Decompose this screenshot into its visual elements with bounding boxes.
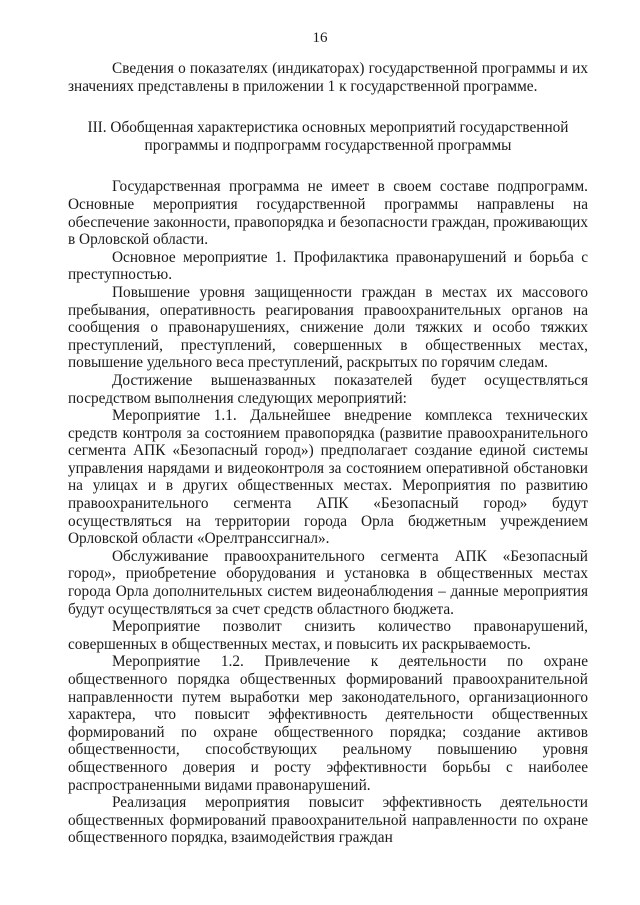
- paragraph: Достижение вышеназванных показателей будет осуществляться посредством выполнения следующих мероприятий:: [68, 371, 588, 407]
- section-heading: III. Обобщенная характеристика основных мероприятий государственной программы и подпрограмм государственной программы: [87, 119, 569, 154]
- paragraph: Повышение уровня защищенности граждан в местах их массового пребывания, оперативность реагирования правоохранительных органов на сообщения о правонарушениях, снижение доли тяжких и особо тяжких преступлений, преступлений, совершенных в общественных местах, повышение удельного веса преступлений, раскрытых по горячим следам.: [68, 283, 588, 372]
- paragraph: Мероприятие 1.2. Привлечение к деятельности по охране общественного порядка общественных формирований правоохранительной направленности путем выработки мер законодательного, организационного характера, что повысит эффективность деятельности общественных формирований по охране общественного порядка; создание активов общественности, способствующих реальному повышению уровня общественного доверия и росту эффективности борьбы с наиболее распространенными видами правонарушений.: [68, 653, 588, 794]
- paragraph: Мероприятие 1.1. Дальнейшее внедрение комплекса технических средств контроля за состоянием правопорядка (развитие правоохранительного сегмента АПК «Безопасный город») предполагает создание единой системы управления нарядами и видеоконтроля за состоянием оперативной обстановки на улицах и в других общественных местах. Мероприятия по развитию правоохранительного сегмента АПК «Безопасный город» будут осуществляться на территории города Орла бюджетным учреждением Орловской области «Орелтранссигнал».: [68, 407, 588, 548]
- page-number: 16: [312, 30, 328, 46]
- document-body: [68, 60, 588, 847]
- intro-paragraph: Сведения о показателях (индикаторах) государственной программы и их значениях представлены в приложении 1 к государственной программе.: [68, 60, 588, 95]
- paragraph: Основное мероприятие 1. Профилактика правонарушений и борьба с преступностью.: [68, 248, 588, 284]
- paragraph: Государственная программа не имеет в своем составе подпрограмм. Основные мероприятия государственной программы направлены на обеспечение законности, правопорядка и безопасности граждан, проживающих в Орловской области.: [68, 178, 588, 249]
- paragraph: Реализация мероприятия повысит эффективность деятельности общественных формирований правоохранительной направленности по охране общественного порядка, взаимодействия граждан: [68, 794, 588, 847]
- paragraph: Обслуживание правоохранительного сегмента АПК «Безопасный город», приобретение оборудования и установка в общественных местах города Орла дополнительных систем видеонаблюдения – данные мероприятия будут осуществляться за счет средств областного бюджета.: [68, 547, 588, 618]
- paragraph: Мероприятие позволит снизить количество правонарушений, совершенных в общественных местах, и повысить их раскрываемость.: [68, 618, 588, 653]
